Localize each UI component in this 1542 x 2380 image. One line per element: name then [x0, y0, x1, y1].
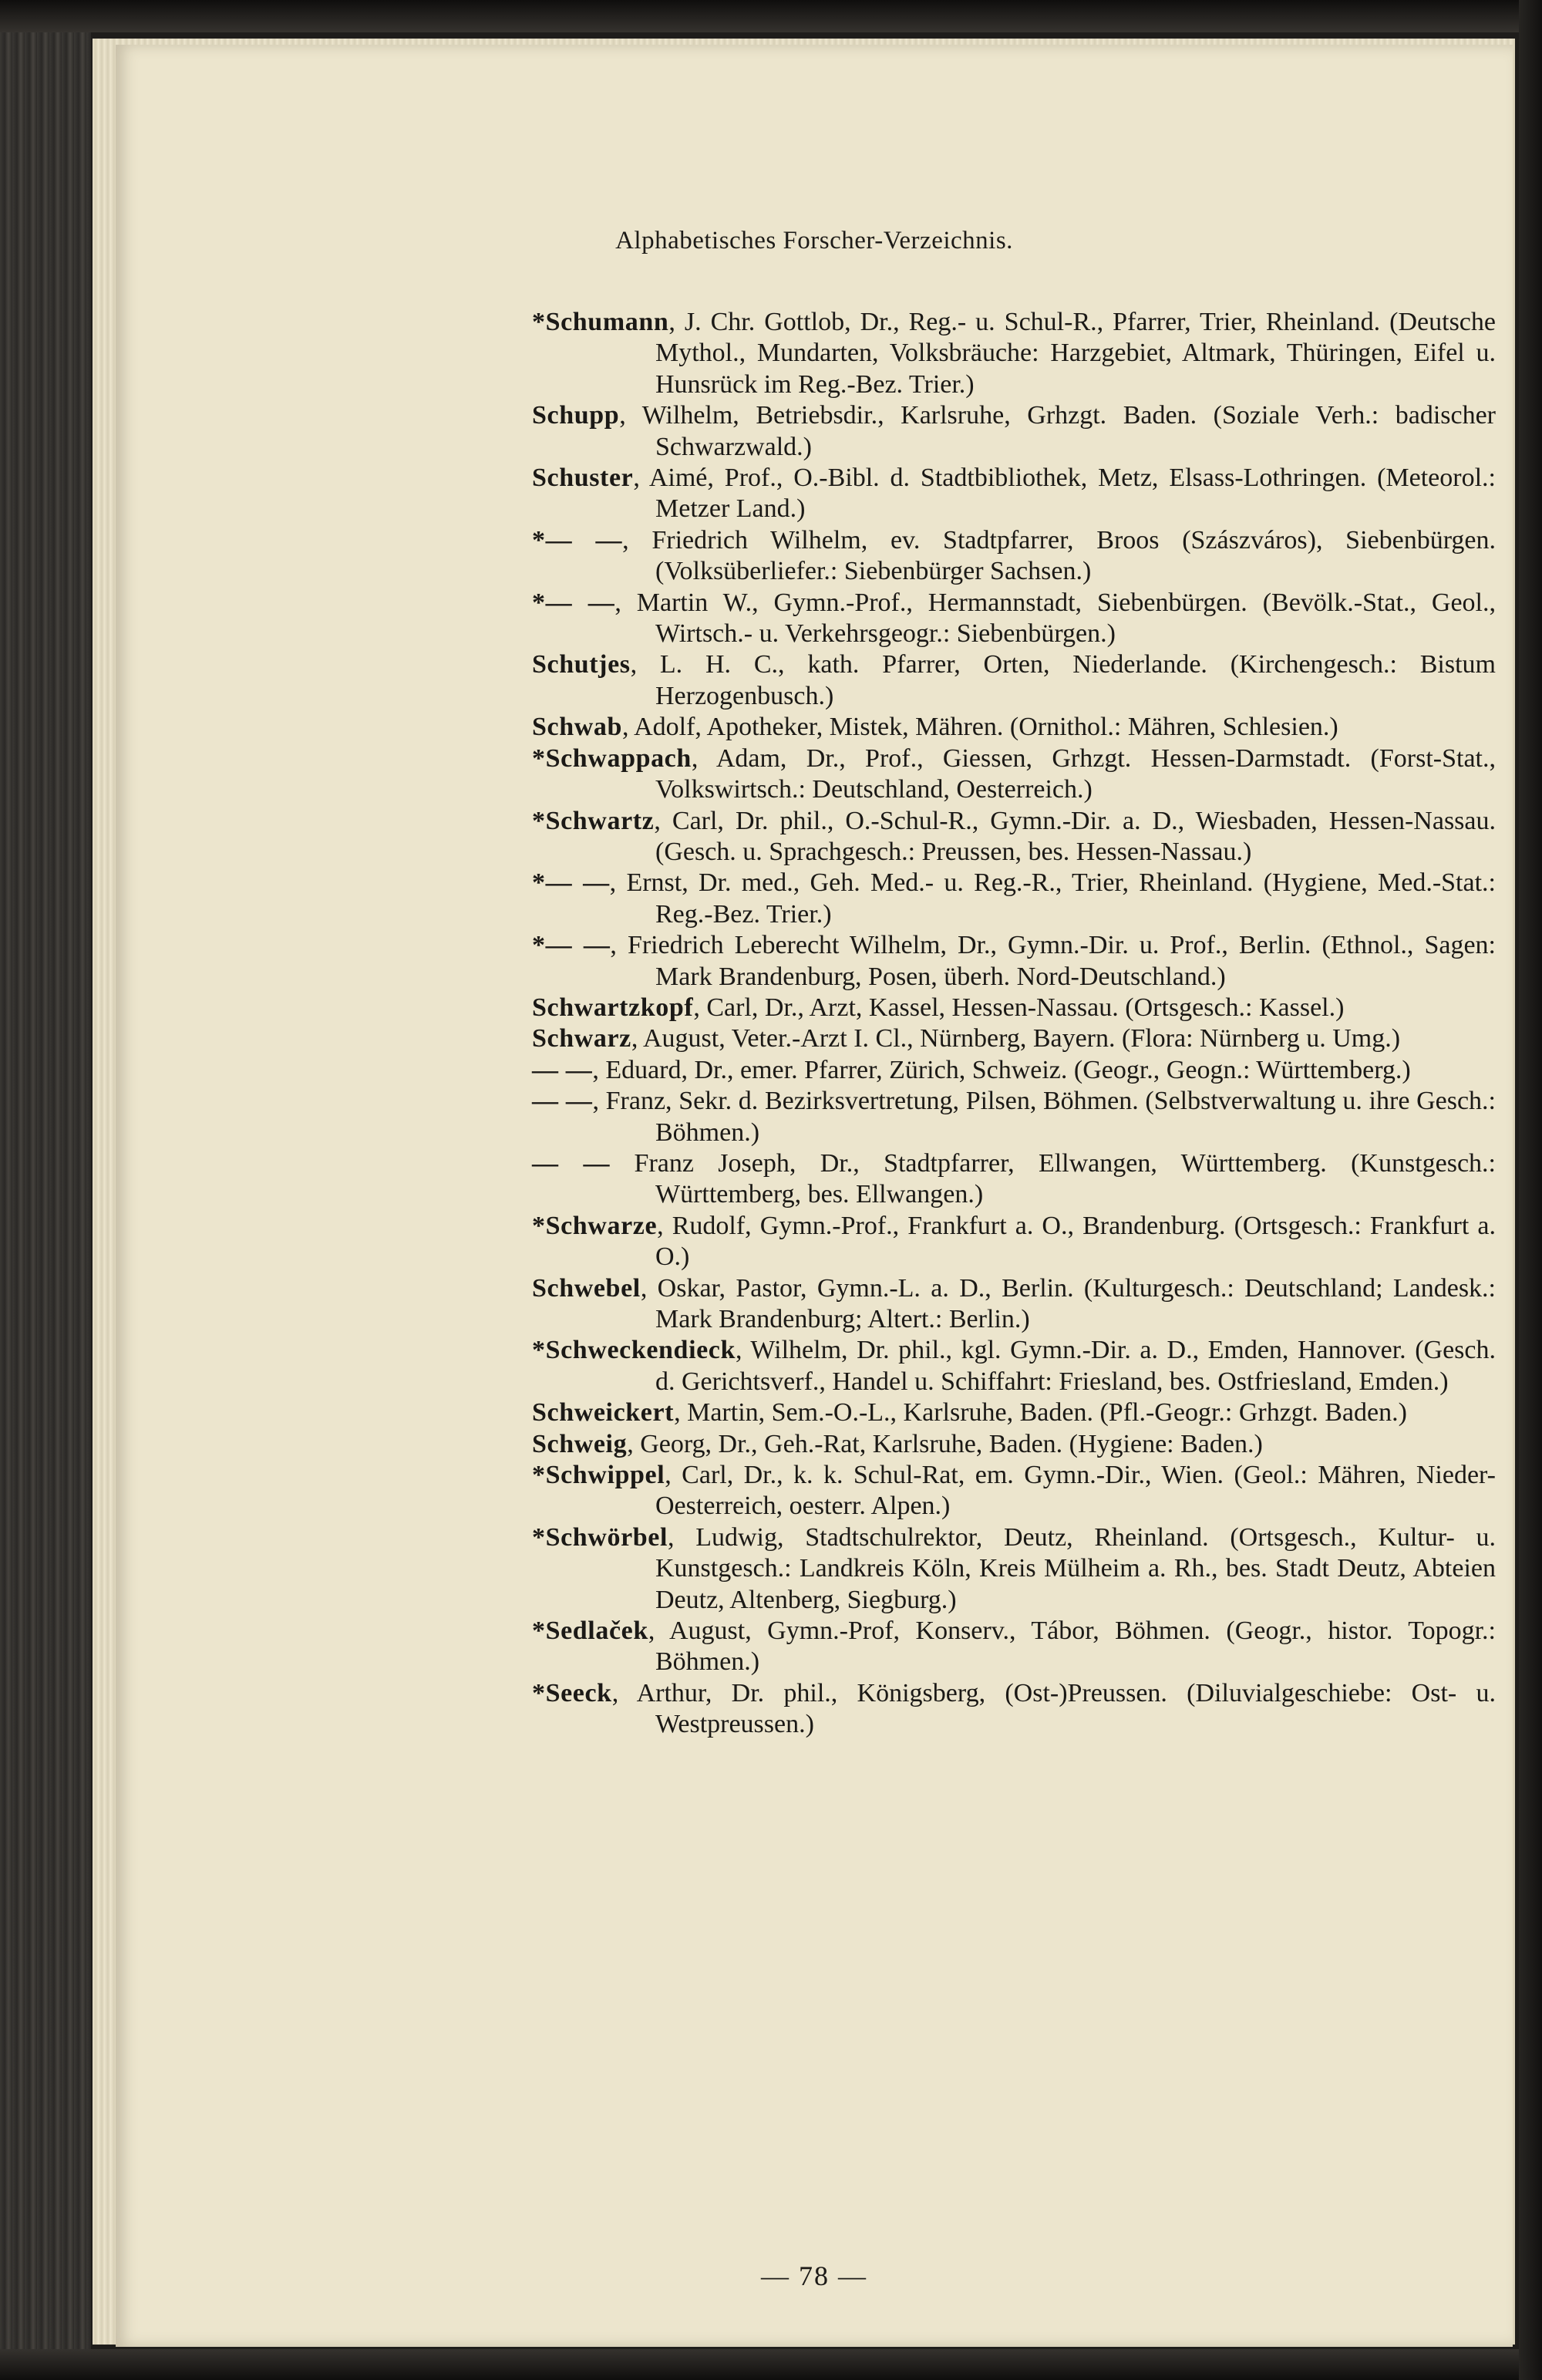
- entry-name: *Schweckendieck: [532, 1336, 736, 1365]
- book-spine-edge: [0, 0, 91, 2380]
- entry-name: *Schwartz: [532, 806, 655, 835]
- entry-text: , Adolf, Apotheker, Mistek, Mähren. (Ornithol.: Mähren, Schlesien.): [621, 713, 1338, 742]
- directory-entry: [532, 1086, 1496, 1148]
- directory-entry: [532, 1055, 1496, 1086]
- directory-entry: [532, 525, 1496, 588]
- directory-entry: [532, 712, 1496, 743]
- directory-entry: [532, 868, 1496, 930]
- entry-text: , Wilhelm, Dr. phil., kgl. Gymn.-Dir. a. D., Emden, Hannover. (Gesch. d. Gerichtsverf., Handel u. Schiffahrt: Friesland, bes. Ostfriesland, Emden.): [655, 1336, 1496, 1396]
- directory-entry: [532, 463, 1496, 525]
- entry-name: — —: [532, 1055, 593, 1084]
- directory-entry: [532, 1211, 1496, 1273]
- entry-text: , Carl, Dr., k. k. Schul-Rat, em. Gymn.-Dir., Wien. (Geol.: Mähren, Nieder-Oesterreich, oesterr. Alpen.): [655, 1461, 1496, 1521]
- entry-name: *— —: [532, 868, 610, 898]
- book-page: [116, 45, 1513, 2347]
- entry-name: Schuster: [532, 464, 634, 493]
- directory-entry: [532, 1429, 1496, 1460]
- directory-entry: [532, 1616, 1496, 1678]
- entry-name: *Seeck: [532, 1678, 612, 1707]
- directory-entry: [532, 806, 1496, 868]
- entry-name: *— —: [532, 525, 623, 555]
- entry-name: Schwab: [532, 713, 622, 742]
- entry-text: , Aimé, Prof., O.-Bibl. d. Stadtbibliothek, Metz, Elsass-Lothringen. (Meteorol.: Metzer Land.): [633, 464, 1496, 524]
- entry-name: *— —: [532, 931, 611, 960]
- entry-text: , August, Gymn.-Prof, Konserv., Tábor, Böhmen. (Geogr., histor. Topogr.: Böhmen.): [648, 1616, 1496, 1677]
- cover-right-edge: [1519, 0, 1542, 2380]
- directory-entry: [532, 1273, 1496, 1336]
- entry-text: , Friedrich Leberecht Wilhelm, Dr., Gymn.-Dir. u. Prof., Berlin. (Ethnol., Sagen: Mark Brandenburg, Posen, überh. Nord-Deutschland.): [610, 931, 1496, 991]
- entry-text: , J. Chr. Gottlob, Dr., Reg.- u. Schul-R., Pfarrer, Trier, Rheinland. (Deutsche Mythol., Mundarten, Volksbräuche: Harzgebiet, Altmark, Thüringen, Eifel u. Hunsrück im Reg.-Bez. Trier.): [655, 308, 1496, 399]
- directory-entry: [532, 993, 1496, 1023]
- cover-top-edge: [0, 0, 1542, 32]
- entry-name: *Schumann: [532, 308, 669, 336]
- entry-name: Schweig: [532, 1429, 628, 1458]
- entry-text: , Franz, Sekr. d. Bezirksvertretung, Pilsen, Böhmen. (Selbstverwaltung u. ihre Gesch.: Böhmen.): [592, 1087, 1496, 1147]
- directory-entry: [532, 588, 1496, 650]
- entry-text: , August, Veter.-Arzt I. Cl., Nürnberg, Bayern. (Flora: Nürnberg u. Umg.): [631, 1024, 1401, 1053]
- entry-name: Schutjes: [532, 650, 631, 679]
- directory-entry: [532, 400, 1496, 463]
- directory-entry: [532, 1023, 1496, 1054]
- entry-name: — —: [532, 1148, 611, 1178]
- entry-name: *— —: [532, 588, 615, 617]
- entry-text: , Wilhelm, Betriebsdir., Karlsruhe, Grhzgt. Baden. (Soziale Verh.: badischer Schwarzwald.): [619, 401, 1496, 461]
- directory-entry: [532, 1335, 1496, 1397]
- entry-text: , Arthur, Dr. phil., Königsberg, (Ost-)Preussen. (Diluvialgeschiebe: Ost- u. Westpreussen.): [611, 1678, 1496, 1739]
- entry-name: *Schwörbel: [532, 1522, 668, 1552]
- entry-text: , Eduard, Dr., emer. Pfarrer, Zürich, Schweiz. (Geogr., Geogn.: Württemberg.): [592, 1055, 1411, 1084]
- entry-text: , Adam, Dr., Prof., Giessen, Grhzgt. Hessen-Darmstadt. (Forst-Stat., Volkswirtsch.: Deutschland, Oesterreich.): [655, 743, 1496, 804]
- entry-name: *Schwappach: [532, 743, 692, 773]
- page-header: Alphabetisches Forscher-Verzeichnis.: [615, 227, 1013, 255]
- entry-text: , Carl, Dr., Arzt, Kassel, Hessen-Nassau. (Ortsgesch.: Kassel.): [693, 993, 1345, 1022]
- page-number: — 78 —: [761, 2260, 867, 2291]
- directory-entry: [532, 1460, 1496, 1522]
- directory-entry: [532, 1678, 1496, 1741]
- entry-name: Schwarz: [532, 1024, 631, 1053]
- directory-entry: [532, 1148, 1496, 1211]
- directory-entry: [532, 649, 1496, 712]
- entry-text: , Oskar, Pastor, Gymn.-L. a. D., Berlin. (Kulturgesch.: Deutschland; Landesk.: Mark Brandenburg; Altert.: Berlin.): [640, 1273, 1496, 1333]
- entry-text: Franz Joseph, Dr., Stadtpfarrer, Ellwangen, Württemberg. (Kunstgesch.: Württemberg, bes. Ellwangen.): [610, 1148, 1496, 1209]
- entry-text: , L. H. C., kath. Pfarrer, Orten, Niederlande. (Kirchengesch.: Bistum Herzogenbusch.): [630, 650, 1496, 710]
- entry-text: , Carl, Dr. phil., O.-Schul-R., Gymn.-Dir. a. D., Wiesbaden, Hessen-Nassau. (Gesch. u. Sprachgesch.: Preussen, bes. Hessen-Nassau.): [654, 806, 1496, 866]
- entry-text: , Georg, Dr., Geh.-Rat, Karlsruhe, Baden. (Hygiene: Baden.): [627, 1429, 1263, 1458]
- entry-name: Schupp: [532, 401, 620, 430]
- entry-name: *Schwarze: [532, 1211, 658, 1240]
- directory-entry: [532, 743, 1496, 806]
- entry-name: Schwebel: [532, 1273, 641, 1303]
- entry-text: , Martin, Sem.-O.-L., Karlsruhe, Baden. (Pfl.-Geogr.: Grhzgt. Baden.): [674, 1398, 1407, 1428]
- entry-text: , Martin W., Gymn.-Prof., Hermannstadt, Siebenbürgen. (Bevölk.-Stat., Geol., Wirtsch.- u. Verkehrsgeogr.: Siebenbürgen.): [614, 588, 1496, 649]
- directory-entry: [532, 1397, 1496, 1428]
- entry-name: Schweickert: [532, 1398, 675, 1428]
- directory-entry: [532, 930, 1496, 993]
- entry-name: Schwartzkopf: [532, 993, 694, 1022]
- entry-text: , Ludwig, Stadtschulrektor, Deutz, Rheinland. (Ortsgesch., Kultur- u. Kunstgesch.: Landkreis Köln, Kreis Mülheim a. Rh., bes. Stadt Deutz, Abteien Deutz, Altenberg, Siegburg.): [655, 1522, 1496, 1614]
- entry-text: , Friedrich Wilhelm, ev. Stadtpfarrer, Broos (Szászváros), Siebenbürgen. (Volksüberliefer.: Siebenbürger Sachsen.): [622, 525, 1496, 586]
- entry-name: *Sedlaček: [532, 1616, 648, 1646]
- cover-bottom-edge: [0, 2349, 1542, 2380]
- directory-entry: [532, 307, 1496, 400]
- entry-text: , Ernst, Dr. med., Geh. Med.- u. Reg.-R., Trier, Rheinland. (Hygiene, Med.-Stat.: Reg.-Bez. Trier.): [609, 868, 1496, 929]
- directory-entry: [532, 1522, 1496, 1616]
- entry-name: *Schwippel: [532, 1461, 665, 1490]
- entry-text: , Rudolf, Gymn.-Prof., Frankfurt a. O., Brandenburg. (Ortsgesch.: Frankfurt a. O.): [655, 1211, 1496, 1272]
- entry-name: — —: [532, 1087, 593, 1116]
- entries-list: [532, 307, 1496, 1741]
